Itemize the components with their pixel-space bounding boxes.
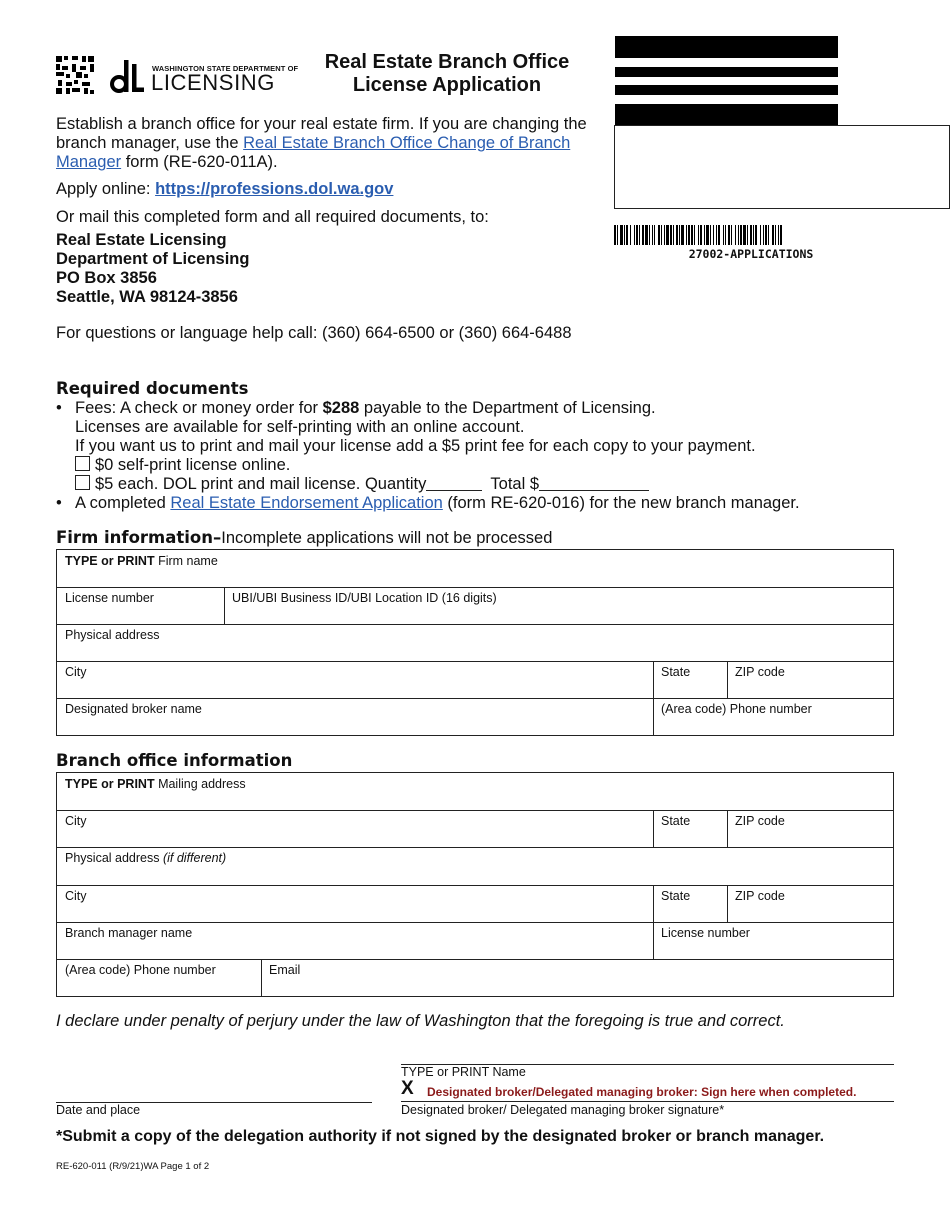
form-title xyxy=(296,51,598,97)
endorsement-text-post: (form RE-620-016) for the new branch manager. xyxy=(442,494,800,512)
email-label: Email xyxy=(269,963,301,977)
address-line: PO Box 3856 xyxy=(56,269,157,287)
state-label: State xyxy=(661,889,691,903)
branch-email-field[interactable] xyxy=(261,959,893,996)
intro-paragraph xyxy=(56,115,596,172)
firm-information-table xyxy=(56,549,894,736)
endorsement-text: A completed xyxy=(75,494,171,512)
zip-label: ZIP code xyxy=(735,665,785,679)
option-label: $0 self-print license online. xyxy=(95,456,291,474)
firm-name-field[interactable] xyxy=(57,550,893,587)
self-print-checkbox[interactable] xyxy=(75,456,90,471)
barcode-icon xyxy=(614,225,888,245)
agency-big-text: LICENSING xyxy=(151,70,275,95)
branch-physical-address-field[interactable] xyxy=(57,847,893,885)
option-label: $5 each. DOL print and mail license. Quantity xyxy=(95,475,427,493)
redaction-bar xyxy=(615,67,838,77)
state-label: State xyxy=(661,814,691,828)
branch-phone-field[interactable] xyxy=(57,959,261,996)
intro-text: Establish a branch office for your real estate firm. If you are changing the branch manager, use the xyxy=(56,115,587,152)
apply-online-label: Apply online: xyxy=(56,180,156,198)
firm-zip-field[interactable] xyxy=(727,661,893,698)
branch-office-table xyxy=(56,772,894,997)
signature-line xyxy=(401,1101,894,1102)
dol-logo xyxy=(110,58,299,95)
total-label: Total $ xyxy=(490,475,540,493)
branch-office-title: Branch office information xyxy=(56,751,293,770)
branch-manager-name-field[interactable] xyxy=(57,922,653,959)
sign-here-text: Designated broker/Delegated managing broker: Sign here when completed. xyxy=(427,1085,857,1099)
fee-amount: $288 xyxy=(322,399,360,417)
option-self-print xyxy=(75,456,946,475)
delegation-footnote: *Submit a copy of the delegation authority if not signed by the designated broker or branch manager. xyxy=(56,1128,825,1145)
total-field[interactable] xyxy=(539,476,649,491)
branch-city-field[interactable] xyxy=(57,810,653,847)
city-label: City xyxy=(65,814,87,828)
quantity-field[interactable] xyxy=(426,476,482,491)
branch-zip-field[interactable] xyxy=(727,810,893,847)
firm-phone-field[interactable] xyxy=(653,698,893,735)
redaction-bar xyxy=(615,36,838,58)
fee-text: Fees: A check or money order for xyxy=(75,399,323,417)
form-title-line1: Real Estate Branch Office xyxy=(324,51,570,73)
state-label: State xyxy=(661,665,691,679)
qr-code-icon xyxy=(56,56,94,94)
firm-information-heading xyxy=(56,528,552,548)
type-print-label: TYPE or PRINT xyxy=(65,554,155,568)
branch-license-number-field[interactable] xyxy=(653,922,893,959)
branch-city2-field[interactable] xyxy=(57,885,653,922)
firm-license-number-field[interactable] xyxy=(57,587,224,624)
address-line: Real Estate Licensing xyxy=(56,231,227,249)
address-line: Department of Licensing xyxy=(56,250,250,268)
date-place-field[interactable] xyxy=(56,1084,372,1102)
branch-zip2-field[interactable] xyxy=(727,885,893,922)
required-documents-list xyxy=(56,399,946,513)
firm-information-subtitle: Incomplete applications will not be processed xyxy=(221,529,553,547)
if-different-note: (if different) xyxy=(162,851,227,865)
form-id: RE-620-011 (R/9/21)WA Page 1 of 2 xyxy=(56,1161,210,1172)
redaction-bar xyxy=(615,85,838,95)
firm-city-field[interactable] xyxy=(57,661,653,698)
zip-label: ZIP code xyxy=(735,814,785,828)
apply-online-link[interactable]: https://professions.dol.wa.gov xyxy=(155,180,394,198)
form-title-line2: License Application xyxy=(352,74,542,96)
ubi-field[interactable] xyxy=(224,587,893,624)
change-manager-form-link[interactable]: Real Estate Branch Office Change of Branch Manager xyxy=(56,134,571,171)
self-print-note: Licenses are available for self-printing with an online account. xyxy=(75,418,525,436)
designated-broker-name-field[interactable] xyxy=(57,698,653,735)
endorsement-item xyxy=(56,494,946,513)
print-mail-checkbox[interactable] xyxy=(75,475,90,490)
endorsement-application-link[interactable]: Real Estate Endorsement Application xyxy=(170,494,443,512)
option-print-mail xyxy=(75,475,946,494)
type-print-label: TYPE or PRINT xyxy=(65,777,155,791)
redaction-bar xyxy=(615,104,838,126)
help-line: For questions or language help call: (360) 664-6500 or (360) 664-6488 xyxy=(56,324,572,342)
agency-small-text: WASHINGTON STATE DEPARTMENT OF xyxy=(152,64,299,73)
physical-address-label: Physical address xyxy=(65,628,160,642)
barcode-text: 27002-APPLICATIONS xyxy=(688,247,814,261)
office-use-box xyxy=(614,125,950,209)
firm-state-field[interactable] xyxy=(653,661,727,698)
ubi-label: UBI/UBI Business ID/UBI Location ID (16 digits) xyxy=(232,591,497,605)
signature-x-mark: X xyxy=(401,1078,414,1099)
firm-name-label: Firm name xyxy=(154,554,218,568)
phone-label: (Area code) Phone number xyxy=(661,702,812,716)
dol-logo-mark-icon xyxy=(110,60,146,94)
mailing-address-label: Mailing address xyxy=(154,777,246,791)
city-label: City xyxy=(65,889,87,903)
mail-instructions: Or mail this completed form and all required documents, to: xyxy=(56,208,489,226)
bullet: • xyxy=(56,494,62,512)
broker-name-label: Designated broker name xyxy=(65,702,202,716)
print-fee-note: If you want us to print and mail your license add a $5 print fee for each copy to your payment. xyxy=(75,437,756,455)
firm-information-title: Firm information– xyxy=(56,528,222,547)
signature-label: Designated broker/ Delegated managing broker signature* xyxy=(401,1103,725,1117)
branch-state-field[interactable] xyxy=(653,810,727,847)
fee-item xyxy=(56,399,946,494)
manager-name-label: Branch manager name xyxy=(65,926,193,940)
signature-field[interactable] xyxy=(401,1078,894,1101)
bullet: • xyxy=(56,399,62,417)
zip-label: ZIP code xyxy=(735,889,785,903)
phone-label: (Area code) Phone number xyxy=(65,963,216,977)
branch-state2-field[interactable] xyxy=(653,885,727,922)
mailing-address xyxy=(56,231,249,307)
address-line: Seattle, WA 98124-3856 xyxy=(56,288,238,306)
apply-online-line xyxy=(56,180,393,199)
physical-address-label: Physical address xyxy=(65,851,163,865)
firm-physical-address-field[interactable] xyxy=(57,624,893,661)
intro-form-ref: form (RE-620-011A). xyxy=(121,153,278,171)
license-number-label: License number xyxy=(65,591,154,605)
type-print-name-label: TYPE or PRINT Name xyxy=(401,1065,526,1079)
license-number-label: License number xyxy=(661,926,750,940)
fee-text-post: payable to the Department of Licensing. xyxy=(359,399,656,417)
city-label: City xyxy=(65,665,87,679)
required-documents-title: Required documents xyxy=(56,379,249,398)
perjury-declaration: I declare under penalty of perjury under the law of Washington that the foregoing is true and correct. xyxy=(56,1012,785,1030)
branch-mailing-address-field[interactable] xyxy=(57,773,893,810)
date-place-label: Date and place xyxy=(56,1103,141,1117)
